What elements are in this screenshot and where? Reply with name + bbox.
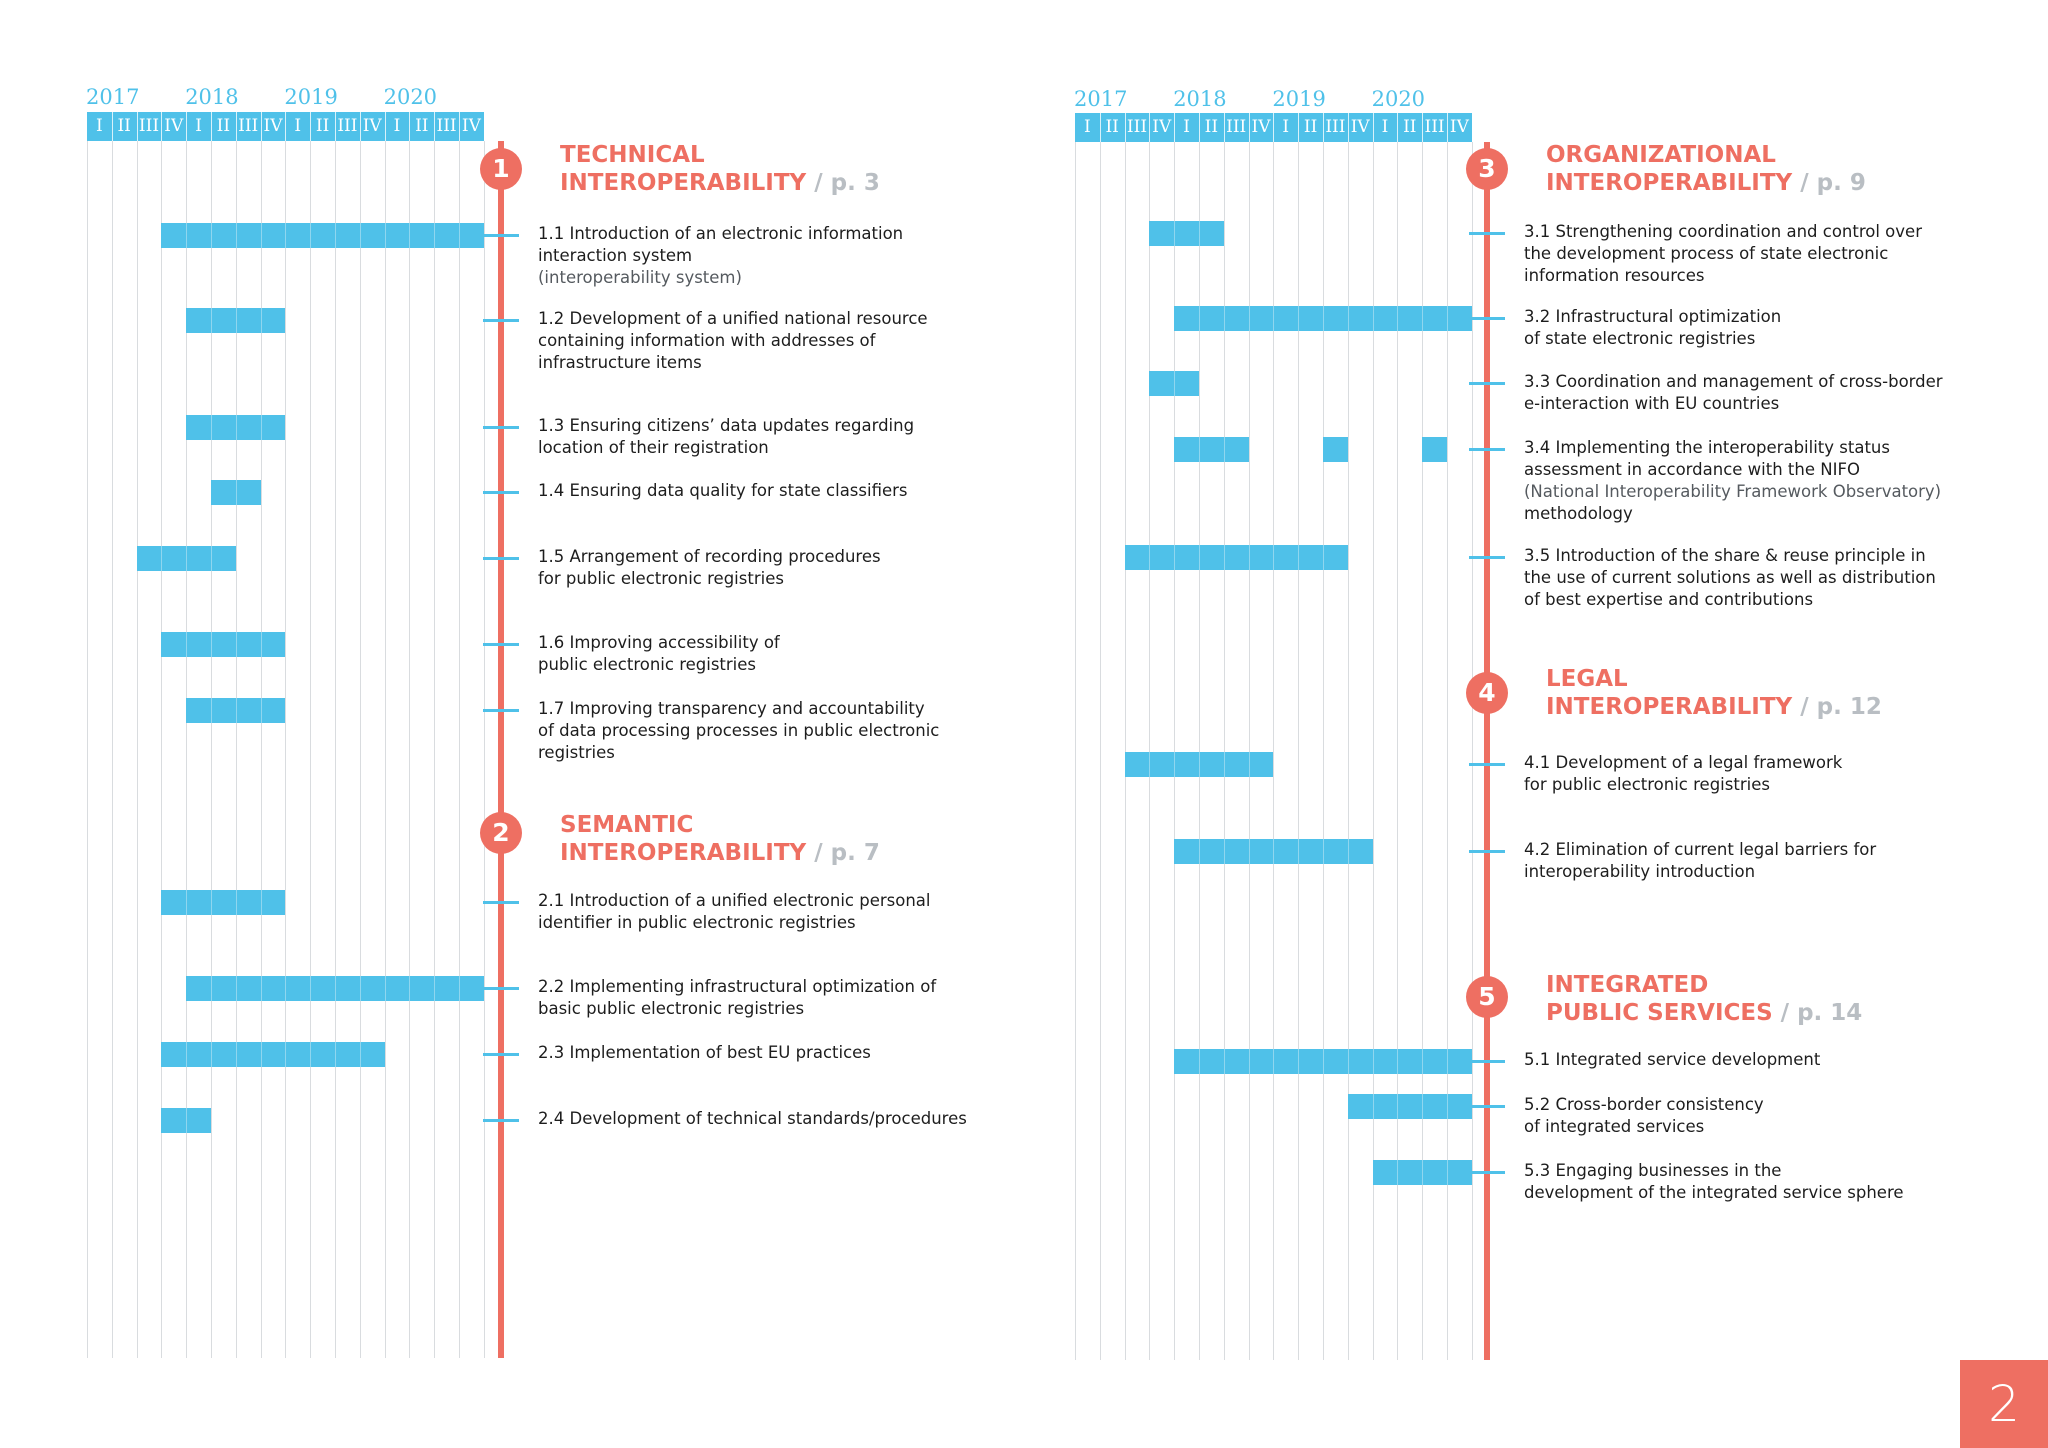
quarter-divider — [211, 112, 212, 141]
quarter-divider — [1174, 113, 1175, 142]
gantt-bar — [1323, 437, 1348, 462]
gantt-bar — [186, 698, 285, 723]
quarter-label: III — [1226, 117, 1247, 137]
item-label-line: 1.3 Ensuring citizens’ data updates regarding — [538, 416, 915, 435]
quarter-label: IV — [1152, 117, 1172, 137]
item-tick — [483, 987, 519, 990]
grid-line — [112, 141, 113, 1358]
item-label-line: for public electronic registries — [538, 569, 784, 588]
section-title-line2 — [560, 839, 880, 867]
item-tick — [1469, 448, 1505, 451]
quarter-divider — [1125, 113, 1126, 142]
item-tick — [1469, 382, 1505, 385]
item-label — [1524, 437, 1941, 525]
quarter-label: IV — [461, 116, 481, 136]
quarter-label: IV — [263, 116, 283, 136]
item-label — [1524, 306, 1781, 350]
item-label-line: of best expertise and contributions — [1524, 590, 1814, 609]
item-tick — [1469, 1105, 1505, 1108]
gantt-bar — [1149, 371, 1199, 396]
gantt-bar — [161, 632, 285, 657]
item-label-line: 5.3 Engaging businesses in the — [1524, 1161, 1782, 1180]
section-page-ref: / p. 3 — [806, 170, 880, 196]
item-label-line: the use of current solutions as well as distribution — [1524, 568, 1936, 587]
item-label-line: basic public electronic registries — [538, 999, 805, 1018]
item-label-line: (interoperability system) — [538, 268, 742, 287]
section-title — [1546, 665, 1882, 721]
quarter-divider — [385, 112, 386, 141]
gantt-bar — [1149, 221, 1223, 246]
item-label-line: methodology — [1524, 504, 1633, 523]
item-tick — [483, 234, 519, 237]
quarter-divider — [112, 112, 113, 141]
section-title-text: INTEROPERABILITY — [1546, 694, 1793, 720]
quarter-divider — [137, 112, 138, 141]
item-label-line: infrastructure items — [538, 353, 702, 372]
item-tick — [483, 709, 519, 712]
item-label-line: the development process of state electronic — [1524, 244, 1889, 263]
item-label — [538, 480, 908, 502]
item-label-line: 3.1 Strengthening coordination and control over — [1524, 222, 1922, 241]
item-label-line: interoperability introduction — [1524, 862, 1756, 881]
quarter-label: I — [1381, 117, 1389, 137]
item-label — [1524, 545, 1936, 611]
item-label — [538, 976, 936, 1020]
item-label-line: of data processing processes in public electronic — [538, 721, 940, 740]
section-title — [560, 811, 880, 867]
quarter-divider — [1447, 113, 1448, 142]
quarter-label: III — [138, 116, 160, 136]
item-label — [538, 698, 939, 764]
item-label — [1524, 1160, 1904, 1204]
item-label-line: 1.1 Introduction of an electronic information — [538, 224, 904, 243]
grid-line — [360, 141, 361, 1358]
item-tick — [483, 319, 519, 322]
quarter-divider — [409, 112, 410, 141]
quarter-label: I — [393, 116, 401, 136]
grid-line — [285, 141, 286, 1358]
item-label — [538, 890, 930, 934]
quarter-label: II — [216, 116, 231, 136]
quarter-divider — [236, 112, 237, 141]
item-label-line: 2.3 Implementation of best EU practices — [538, 1043, 871, 1062]
gantt-bar — [1422, 437, 1447, 462]
year-label: 2018 — [1173, 87, 1227, 111]
grid-line — [161, 141, 162, 1358]
quarter-label: IV — [1350, 117, 1370, 137]
section-number-badge: 4 — [1466, 672, 1508, 714]
item-label-line: 4.2 Elimination of current legal barriers for — [1524, 840, 1877, 859]
item-tick — [483, 643, 519, 646]
section-number-badge: 5 — [1466, 976, 1508, 1018]
section-title — [560, 141, 880, 197]
gantt-bar — [161, 890, 285, 915]
quarter-divider — [1348, 113, 1349, 142]
section-number-badge: 3 — [1466, 148, 1508, 190]
quarter-label: II — [1204, 117, 1219, 137]
grid-line — [434, 141, 435, 1358]
quarter-label: IV — [1449, 117, 1469, 137]
item-label-line: assessment in accordance with the NIFO — [1524, 460, 1860, 479]
quarter-divider — [1298, 113, 1299, 142]
item-label-line: 4.1 Development of a legal framework — [1524, 753, 1843, 772]
item-label-line: of integrated services — [1524, 1117, 1705, 1136]
quarter-divider — [1224, 113, 1225, 142]
grid-line — [409, 141, 410, 1358]
grid-line — [385, 141, 386, 1358]
item-label-line: 1.2 Development of a unified national resource — [538, 309, 928, 328]
quarter-divider — [1249, 113, 1250, 142]
quarter-label: II — [1403, 117, 1417, 137]
item-label-line: 1.4 Ensuring data quality for state classifiers — [538, 481, 908, 500]
gantt-bar — [161, 223, 483, 248]
grid-line — [1149, 142, 1150, 1360]
year-label: 2017 — [1074, 87, 1128, 111]
item-label — [1524, 1049, 1820, 1071]
quarter-divider — [1373, 113, 1374, 142]
page-number: 2 — [1960, 1360, 2048, 1448]
year-label: 2018 — [185, 85, 239, 109]
quarter-label: I — [96, 116, 103, 136]
item-label-line: 5.2 Cross-border consistency — [1524, 1095, 1764, 1114]
quarter-label: I — [195, 116, 202, 136]
section-page-ref: / p. 9 — [1792, 170, 1866, 196]
section-title-line1: LEGAL — [1546, 666, 1628, 692]
item-label-line: 2.1 Introduction of a unified electronic personal — [538, 891, 931, 910]
section-page-ref: / p. 14 — [1772, 1000, 1863, 1026]
gantt-bar — [1348, 1094, 1472, 1119]
item-label-line: location of their registration — [538, 438, 769, 457]
section-number-badge: 1 — [480, 148, 522, 190]
item-tick — [1469, 1171, 1505, 1174]
quarter-divider — [1199, 113, 1200, 142]
item-label — [538, 632, 780, 676]
section-title-line1: TECHNICAL — [560, 142, 705, 168]
item-tick — [1469, 1060, 1505, 1063]
quarter-label: IV — [362, 116, 382, 136]
item-label-line: 1.7 Improving transparency and accountability — [538, 699, 925, 718]
section-title-line1: INTEGRATED — [1546, 972, 1709, 998]
item-tick — [483, 557, 519, 560]
item-label-line: development of the integrated service sphere — [1524, 1183, 1904, 1202]
grid-line — [1472, 142, 1473, 1360]
quarter-divider — [1422, 113, 1423, 142]
quarter-header — [87, 112, 484, 141]
item-label-line: interaction system — [538, 246, 693, 265]
year-label: 2019 — [1272, 87, 1326, 111]
quarter-divider — [1323, 113, 1324, 142]
item-label-line: 3.3 Coordination and management of cross-border — [1524, 372, 1943, 391]
section-title-line1: SEMANTIC — [560, 812, 694, 838]
quarter-label: IV — [1251, 117, 1271, 137]
section-title-line2 — [1546, 999, 1862, 1027]
grid-line — [137, 141, 138, 1358]
item-label — [1524, 839, 1876, 883]
item-label-line: 1.5 Arrangement of recording procedures — [538, 547, 881, 566]
section-page-ref: / p. 12 — [1792, 694, 1882, 720]
gantt-bar — [1174, 437, 1248, 462]
item-tick — [483, 1119, 519, 1122]
quarter-divider — [186, 112, 187, 141]
section-title-text: INTEROPERABILITY — [560, 840, 807, 866]
section-title-text: INTEROPERABILITY — [560, 170, 807, 196]
item-label — [1524, 1094, 1764, 1138]
quarter-label: I — [1282, 117, 1290, 137]
quarter-label: III — [1424, 117, 1445, 137]
item-label-line: for public electronic registries — [1524, 775, 1770, 794]
quarter-divider — [310, 112, 311, 141]
grid-line — [1125, 142, 1126, 1360]
item-tick — [1469, 556, 1505, 559]
grid-line — [484, 141, 485, 1358]
item-tick — [483, 1053, 519, 1056]
quarter-label: IV — [164, 116, 184, 136]
gantt-bar — [1125, 752, 1274, 777]
item-label-line: 2.2 Implementing infrastructural optimization of — [538, 977, 937, 996]
item-label — [1524, 221, 1922, 287]
quarter-divider — [1397, 113, 1398, 142]
grid-line — [87, 141, 88, 1358]
item-tick — [483, 426, 519, 429]
item-label-line: 1.6 Improving accessibility of — [538, 633, 780, 652]
quarter-label: I — [294, 116, 302, 136]
quarter-label: II — [415, 116, 429, 136]
quarter-divider — [360, 112, 361, 141]
quarter-label: III — [1126, 117, 1148, 137]
quarter-label: II — [1105, 117, 1119, 137]
quarter-divider — [1100, 113, 1101, 142]
item-tick — [1469, 763, 1505, 766]
gantt-bar — [161, 1108, 211, 1133]
gantt-bar — [186, 308, 285, 333]
section-title-line2 — [1546, 693, 1882, 721]
grid-line — [335, 141, 336, 1358]
gantt-bar — [1125, 545, 1348, 570]
gantt-bar — [161, 1042, 384, 1067]
timeline-spine — [1484, 142, 1490, 1360]
item-label-line: 3.4 Implementing the interoperability status — [1524, 438, 1890, 457]
section-page-ref: / p. 7 — [806, 840, 880, 866]
quarter-divider — [459, 112, 460, 141]
item-tick — [1469, 317, 1505, 320]
item-tick — [1469, 232, 1505, 235]
quarter-divider — [434, 112, 435, 141]
section-title-line2 — [1546, 169, 1866, 197]
quarter-label: II — [1303, 117, 1318, 137]
quarter-label: I — [1183, 117, 1190, 137]
item-label — [1524, 752, 1842, 796]
item-label — [538, 415, 914, 459]
section-title — [1546, 141, 1866, 197]
item-label — [538, 1108, 967, 1130]
year-label: 2020 — [1371, 87, 1426, 111]
gantt-bar — [211, 480, 261, 505]
gantt-bar — [1174, 306, 1472, 331]
section-number-badge: 2 — [480, 812, 522, 854]
item-label-line: identifier in public electronic registries — [538, 913, 856, 932]
item-label — [538, 223, 903, 289]
gantt-bar — [186, 415, 285, 440]
gantt-bar — [1373, 1160, 1472, 1185]
gantt-bar — [1174, 839, 1372, 864]
item-label-line: 5.1 Integrated service development — [1524, 1050, 1821, 1069]
item-tick — [483, 901, 519, 904]
grid-line — [1100, 142, 1101, 1360]
year-label: 2020 — [383, 85, 438, 109]
quarter-label: II — [315, 116, 330, 136]
item-label-line: containing information with addresses of — [538, 331, 876, 350]
item-label-line: 3.2 Infrastructural optimization — [1524, 307, 1782, 326]
section-title-line1: ORGANIZATIONAL — [1546, 142, 1776, 168]
grid-line — [1075, 142, 1076, 1360]
quarter-divider — [1149, 113, 1150, 142]
item-label — [538, 546, 881, 590]
item-label-line: (National Interoperability Framework Observatory) — [1524, 482, 1942, 501]
section-title — [1546, 971, 1862, 1027]
quarter-header — [1075, 113, 1472, 142]
item-tick — [1469, 850, 1505, 853]
quarter-divider — [261, 112, 262, 141]
quarter-divider — [335, 112, 336, 141]
section-title-text: INTEROPERABILITY — [1546, 170, 1793, 196]
item-label-line: e-interaction with EU countries — [1524, 394, 1780, 413]
item-label-line: 3.5 Introduction of the share & reuse principle in — [1524, 546, 1926, 565]
quarter-divider — [1273, 113, 1274, 142]
item-tick — [483, 491, 519, 494]
quarter-divider — [285, 112, 286, 141]
item-label-line: 2.4 Development of technical standards/procedures — [538, 1109, 967, 1128]
quarter-divider — [161, 112, 162, 141]
item-label — [538, 1042, 871, 1064]
quarter-label: III — [1325, 117, 1346, 137]
year-label: 2019 — [284, 85, 338, 109]
item-label-line: public electronic registries — [538, 655, 757, 674]
gantt-bar — [186, 976, 484, 1001]
grid-line — [310, 141, 311, 1358]
item-label — [1524, 371, 1943, 415]
gantt-bar — [1174, 1049, 1472, 1074]
timeline-spine — [498, 141, 504, 1358]
section-title-line2 — [560, 169, 880, 197]
section-title-text: PUBLIC SERVICES — [1546, 1000, 1773, 1026]
quarter-label: II — [117, 116, 131, 136]
item-label — [538, 308, 928, 374]
grid-line — [459, 141, 460, 1358]
quarter-label: III — [436, 116, 457, 136]
year-label: 2017 — [86, 85, 140, 109]
item-label-line: information resources — [1524, 266, 1705, 285]
item-label-line: registries — [538, 743, 615, 762]
quarter-label: III — [337, 116, 358, 136]
item-label-line: of state electronic registries — [1524, 329, 1756, 348]
gantt-bar — [137, 546, 236, 571]
quarter-label: I — [1084, 117, 1091, 137]
quarter-label: III — [238, 116, 259, 136]
